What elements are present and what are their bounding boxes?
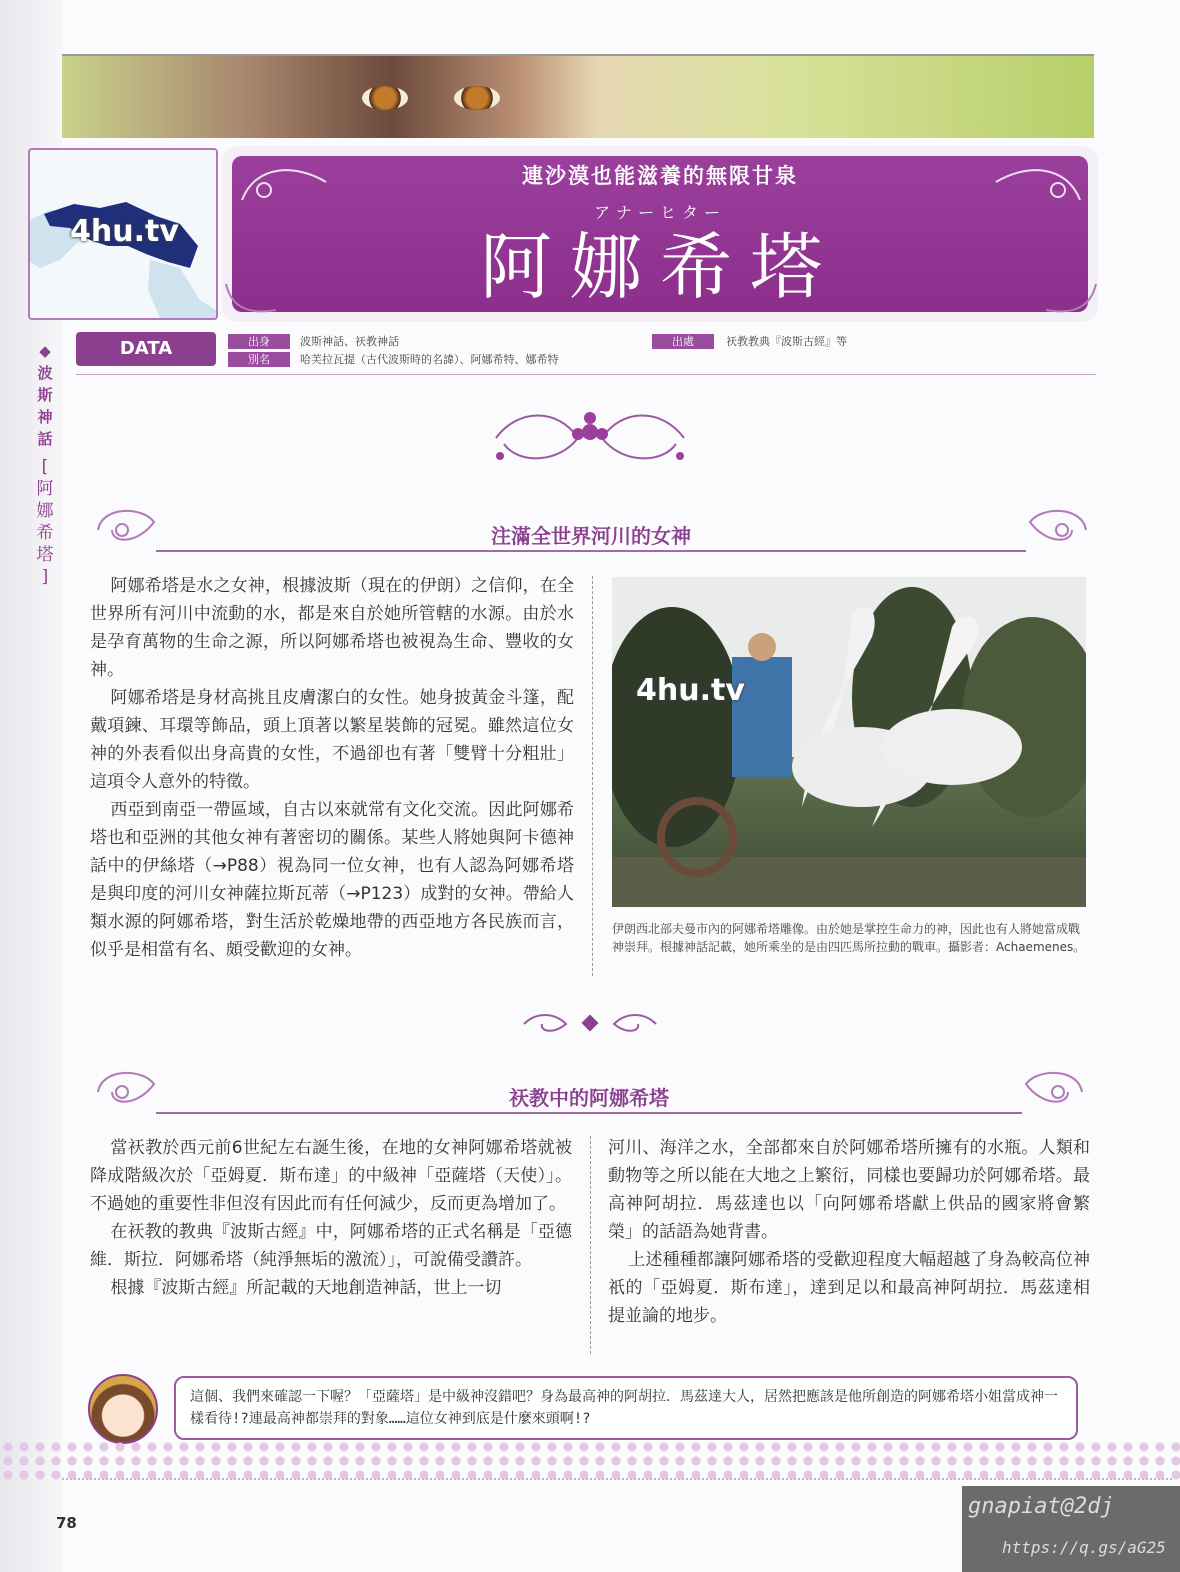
section1-text (90, 572, 574, 964)
source-label: 出處 (652, 334, 714, 349)
watermark-text: 4hu.tv (70, 214, 179, 249)
column-divider (592, 576, 593, 976)
page-title: 阿娜希塔 (479, 225, 840, 309)
paragraph: 根據『波斯古經』所記載的天地創造神話，世上一切 (110, 1278, 502, 1298)
region-map (28, 148, 218, 320)
catchphrase: 連沙漠也能滋養的無限甘泉 (522, 164, 798, 188)
photo-caption: 伊朗西北部夫曼市內的阿娜希塔雕像。由於她是掌控生命力的神，因此也有人將她當成戰神崇拜。根據神話記載，她所乘坐的是由四匹馬所拉動的戰車。攝影者：Achaemenes。 (612, 922, 1086, 954)
side-char: 阿 (36, 479, 54, 499)
page-number: 78 (56, 1514, 77, 1532)
scanner-signature (962, 1486, 1180, 1572)
watermark-text: 4hu.tv (636, 673, 745, 708)
side-char: 波 (37, 364, 53, 382)
footer-rule (62, 1478, 1172, 1480)
artwork-eye-left (362, 86, 408, 110)
paragraph: 河川、海洋之水，全部都來自於阿娜希塔所擁有的水瓶。人類和動物等之所以能在大地之上繁衍，同樣也要歸功於阿娜希塔。最高神阿胡拉．馬茲達也以「向阿娜希塔獻上供品的國家將會繁榮」的話語為她背書。 (608, 1138, 1090, 1242)
section-ornament-left (92, 1062, 164, 1120)
character-avatar (88, 1374, 158, 1444)
column-divider (590, 1136, 591, 1354)
paragraph: 西亞到南亞一帶區域，自古以來就常有文化交流。因此阿娜希塔也和亞洲的其他女神有著密切的關係。某些人將她與阿卡德神話中的伊絲塔（→P88）視為同一位女神，也有人認為阿娜希塔是與印度的河川女神薩拉斯瓦蒂（→P123）成對的女神。帶給人類水源的阿娜希塔，對生活於乾燥地帶的西亞地方各民族而言，似乎是相當有名、頗受歡迎的女神。 (90, 800, 574, 960)
paragraph: 上述種種都讓阿娜希塔的受歡迎程度大幅超越了身為較高位神祇的「亞姆夏．斯布達」，達到足以和最高神阿胡拉．馬茲達相提並論的地步。 (608, 1250, 1090, 1326)
side-char: [ (41, 457, 49, 477)
speech-text: 這個、我們來確認一下喔？「亞薩塔」是中級神沒錯吧？身為最高神的阿胡拉．馬茲達大人，居然把應該是他所創造的阿娜希塔小姐當成神一樣看待!?連最高神都崇拜的對象……這位女神到底是什麼來頭啊!? (190, 1389, 1058, 1427)
divider-ornament (520, 1010, 660, 1036)
section-ornament-left (92, 500, 164, 558)
section-heading: 注滿全世界河川的女神 (491, 524, 691, 548)
origin-value: 波斯神話、祆教神話 (300, 335, 399, 348)
alias-value: 哈芙拉瓦提（古代波斯時的名諱）、阿娜希特、娜希特 (300, 353, 559, 366)
section-ornament-right (1016, 1062, 1088, 1120)
section2-left-text (90, 1134, 572, 1302)
chariot-statue-image (612, 577, 1086, 907)
side-char: 希 (36, 523, 54, 543)
flourish-ornament (488, 404, 692, 472)
section-heading: 祆教中的阿娜希塔 (509, 1086, 669, 1110)
side-char: 娜 (36, 501, 54, 521)
signature-line: gnapiat@2dj (968, 1494, 1114, 1519)
alias-label: 別名 (228, 352, 290, 367)
paragraph: 阿娜希塔是身材高挑且皮膚潔白的女性。她身披黃金斗篷，配戴項鍊、耳環等飾品，頭上頂著以繁星裝飾的冠冕。雖然這位女神的外表看似出身高貴的女性，不過卻也有著「雙臂十分粗壯」這項令人意外的特徵。 (90, 688, 574, 792)
artwork-eye-right (454, 86, 500, 110)
side-char: 斯 (37, 386, 53, 404)
data-badge: DATA (76, 332, 216, 366)
title-reading: アナーヒター (593, 203, 726, 222)
side-char: 塔 (36, 545, 54, 565)
paragraph: 阿娜希塔是水之女神，根據波斯（現在的伊朗）之信仰，在全世界所有河川中流動的水，都是來自於她所管轄的水源。由於水是孕育萬物的生命之源，所以阿娜希塔也被視為生命、豐收的女神。 (90, 576, 574, 680)
side-category-label (34, 340, 56, 450)
side-char: ] (41, 567, 49, 587)
side-char: 話 (37, 430, 53, 448)
statue-photo (612, 577, 1086, 907)
paragraph: 當祆教於西元前6世紀左右誕生後，在地的女神阿娜希塔就被降成階級次於「亞姆夏．斯布達」的中級神「亞薩塔（天使）」。不過她的重要性非但沒有因此而有任何減少，反而更為增加了。 (90, 1138, 572, 1214)
header-artwork (62, 54, 1094, 138)
dot-pattern (0, 1440, 1180, 1482)
origin-label: 出身 (228, 334, 290, 349)
side-char: ◆ (39, 342, 51, 360)
data-divider (76, 374, 1096, 375)
section-ornament-right (1020, 500, 1092, 558)
side-char: 神 (37, 408, 53, 426)
signature-line: https://q.gs/aG25 (1002, 1538, 1166, 1557)
section2-right-text (608, 1134, 1090, 1330)
source-value: 祆教教典『波斯古經』等 (726, 335, 847, 348)
side-name-label (34, 456, 56, 588)
paragraph: 在祆教的教典『波斯古經』中，阿娜希塔的正式名稱是「亞德維．斯拉．阿娜希塔（純淨無垢的激流）」，可說備受讚許。 (90, 1222, 572, 1270)
